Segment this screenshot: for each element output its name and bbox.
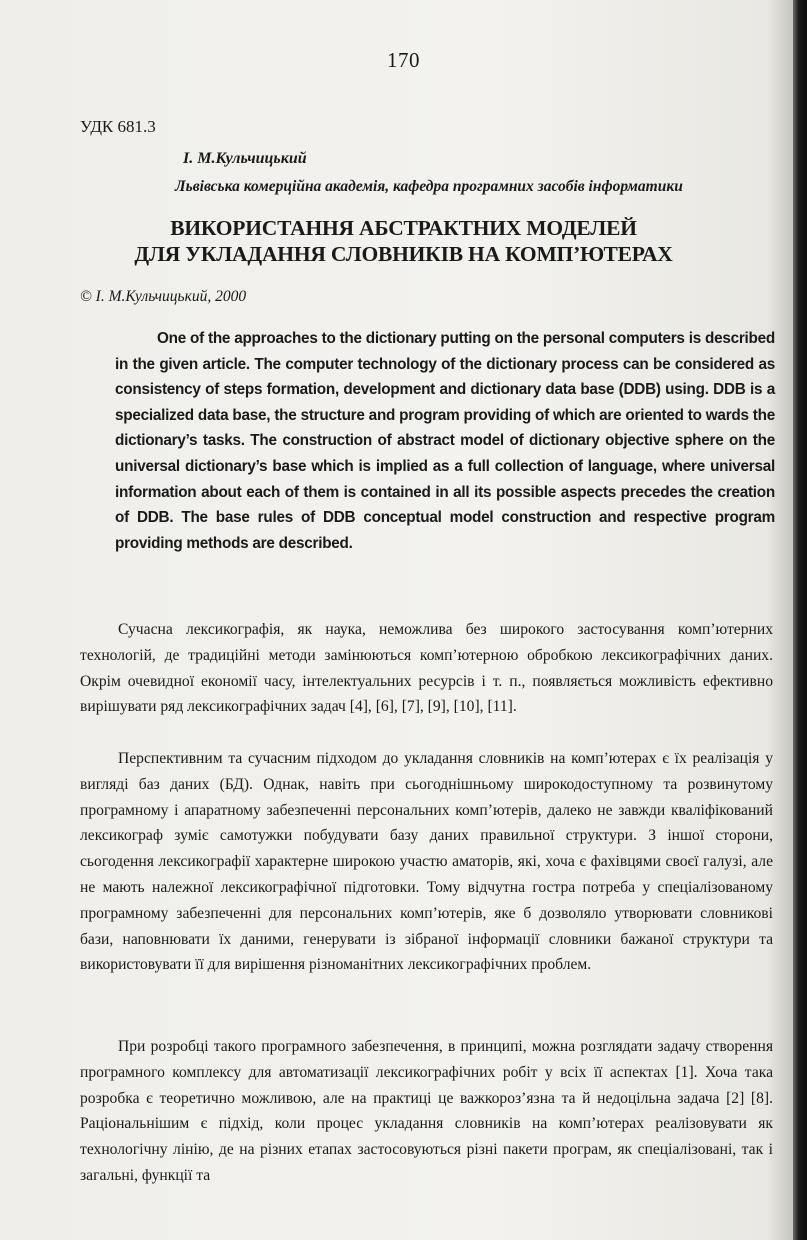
- udk-code: УДК 681.3: [80, 117, 156, 136]
- article-title: [0, 215, 807, 267]
- body-paragraph-1: Сучасна лексикографія, як наука, неможлива без широкого застосування комп’ютерних технологій, де традиційні методи замінюються комп’ютерною обробкою лексикографічних даних. Окрім очевидної економії часу, інтелектуальних ресурсів і т. п., появляється можливість ефективно вирішувати ряд лексикографічних задач [4], [6], [7], [9], [10], [11].: [80, 621, 773, 716]
- article-title-line-2: ДЛЯ УКЛАДАННЯ СЛОВНИКІВ НА КОМП’ЮТЕРАХ: [134, 242, 673, 266]
- body-paragraph-2: Перспективним та сучасним підходом до укладання словників на комп’ютерах є їх реалізація у вигляді баз даних (БД). Однак, навіть при сьогоднішньому широкодоступному та розвинутому програмному і апаратному забезпеченні персональних комп’ютерів, далеко не завжди кваліфікований лексикограф зуміє самотужки побудувати базу даних правильної структури. З іншої сторони, сьогодення лексикографії характерне широкою участю аматорів, які, хоча є фахівцями своєї галузі, але не мають належної лексикографічної підготовки. Тому відчутна гостра потреба у спеціалізованому програмному забезпеченні для персональних комп’ютерів, яке б дозволяло утворювати словникові бази, наповнювати їх даними, генерувати із зібраної інформації словники бажаної структури та використовувати її для вирішення різноманітних лексикографічних проблем.: [80, 750, 773, 974]
- author-affiliation: Львівська комерційна академія, кафедра програмних засобів інформатики: [175, 178, 683, 195]
- page-number: 170: [387, 48, 420, 72]
- book-spine-shadow: [793, 0, 807, 1240]
- author-name: І. М.Кульчицький: [183, 150, 307, 167]
- abstract: One of the approaches to the dictionary putting on the personal computers is described in the given article. The computer technology of the dictionary process can be considered as consistency of steps formation, development and dictionary data base (DDB) using. DDB is a specialized data base, the structure and program providing of which are oriented to wards the dictionary’s tasks. The construction of abstract model of dictionary objective sphere on the universal dictionary’s base which is implied as a full collection of language, where universal information about each of them is contained in all its possible aspects precedes the creation of DDB. The base rules of DDB conceptual model construction and respective program providing methods are described.: [115, 330, 775, 552]
- copyright-notice: © І. М.Кульчицький, 2000: [80, 288, 247, 305]
- article-title-line-1: ВИКОРИСТАННЯ АБСТРАКТНИХ МОДЕЛЕЙ: [170, 216, 637, 240]
- body-paragraph-3: При розробці такого програмного забезпечення, в принципі, можна розглядати задачу створення програмного комплексу для автоматизації лексикографічних робіт у всіх її аспектах [1]. Хоча така розробка є теоретично можливою, але на практиці це важкороз’язна та й недоцільна задача [2] [8]. Раціональнішим є підхід, коли процес укладання словників на комп’ютерах реалізовувати як технологічну лінію, де на різних етапах застосовуються різні пакети програм, як спеціалізовані, так і загальні, функції та: [80, 1038, 773, 1184]
